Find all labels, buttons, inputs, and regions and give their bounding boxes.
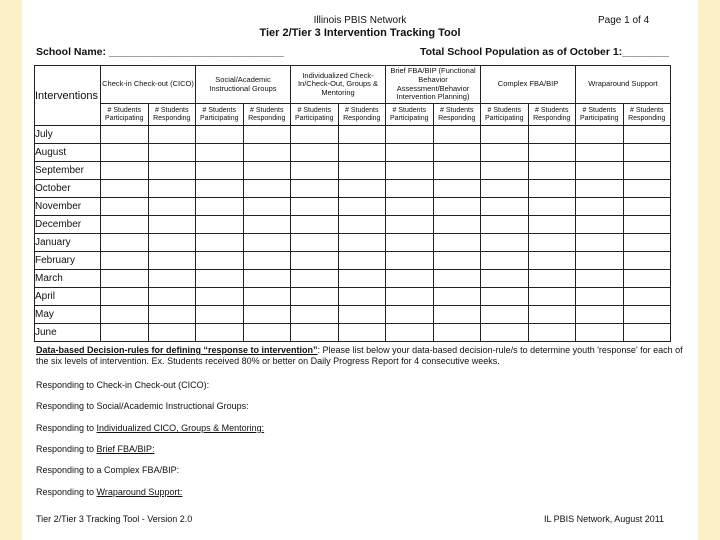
month-label: December — [35, 216, 101, 234]
table-cell[interactable] — [481, 252, 529, 270]
table-cell[interactable] — [243, 126, 291, 144]
table-cell[interactable] — [481, 234, 529, 252]
table-cell[interactable] — [481, 270, 529, 288]
table-cell[interactable] — [433, 306, 481, 324]
table-cell[interactable] — [386, 234, 434, 252]
table-cell[interactable] — [528, 162, 576, 180]
table-group-header-row — [35, 66, 671, 104]
table-cell[interactable] — [338, 324, 386, 342]
wraparound-link[interactable]: Wraparound Support: — [96, 487, 183, 497]
document-title: Tier 2/Tier 3 Intervention Tracking Tool — [259, 27, 461, 39]
table-cell[interactable] — [196, 270, 244, 288]
table-cell[interactable] — [196, 306, 244, 324]
table-row — [35, 306, 671, 324]
table-cell[interactable] — [291, 162, 339, 180]
table-cell[interactable] — [433, 198, 481, 216]
interventions-header: Interventions — [35, 66, 101, 126]
table-cell[interactable] — [338, 144, 386, 162]
table-cell[interactable] — [196, 126, 244, 144]
table-cell[interactable] — [291, 198, 339, 216]
table-cell[interactable] — [291, 234, 339, 252]
table-cell[interactable] — [291, 288, 339, 306]
table-cell[interactable] — [101, 180, 149, 198]
individualized-link[interactable]: Individualized CICO, Groups & Mentoring: — [96, 423, 265, 433]
responding-wraparound[interactable] — [36, 487, 182, 497]
table-row — [35, 270, 671, 288]
table-cell[interactable] — [148, 126, 196, 144]
table-cell[interactable] — [576, 306, 624, 324]
brief-fba-link[interactable]: Brief FBA/BIP: — [96, 444, 155, 454]
population-label: Total School Population as of October 1: — [420, 46, 623, 58]
table-cell[interactable] — [433, 324, 481, 342]
table-cell[interactable] — [243, 144, 291, 162]
table-row — [35, 126, 671, 144]
table-cell[interactable] — [528, 324, 576, 342]
table-cell[interactable] — [101, 162, 149, 180]
table-cell[interactable] — [148, 306, 196, 324]
group-header: Complex FBA/BIP — [481, 66, 576, 104]
table-cell[interactable] — [623, 270, 671, 288]
students-responding-header: # Students Responding — [623, 104, 671, 126]
table-cell[interactable] — [101, 288, 149, 306]
table-cell[interactable] — [481, 216, 529, 234]
table-cell[interactable] — [196, 180, 244, 198]
table-cell[interactable] — [338, 234, 386, 252]
table-cell[interactable] — [576, 270, 624, 288]
month-label: July — [35, 126, 101, 144]
table-cell[interactable] — [623, 198, 671, 216]
table-cell[interactable] — [291, 252, 339, 270]
table-cell[interactable] — [623, 216, 671, 234]
table-cell[interactable] — [148, 288, 196, 306]
table-cell[interactable] — [148, 234, 196, 252]
table-cell[interactable] — [433, 252, 481, 270]
table-cell[interactable] — [481, 288, 529, 306]
table-cell[interactable] — [623, 252, 671, 270]
table-cell[interactable] — [433, 180, 481, 198]
table-cell[interactable] — [623, 288, 671, 306]
table-cell[interactable] — [243, 324, 291, 342]
table-row — [35, 216, 671, 234]
table-cell[interactable] — [433, 216, 481, 234]
table-cell[interactable] — [243, 162, 291, 180]
table-cell[interactable] — [291, 180, 339, 198]
decision-rules-heading: Data-based Decision-rules for defining “response to intervention” — [36, 345, 318, 355]
group-header: Social/Academic Instructional Groups — [196, 66, 291, 104]
group-header: Individualized Check-In/Check-Out, Groups & Mentoring — [291, 66, 386, 104]
table-cell[interactable] — [386, 270, 434, 288]
table-cell[interactable] — [386, 198, 434, 216]
table-cell[interactable] — [433, 144, 481, 162]
table-cell[interactable] — [481, 126, 529, 144]
table-cell[interactable] — [576, 126, 624, 144]
students-responding-header: # Students Responding — [338, 104, 386, 126]
table-cell[interactable] — [576, 198, 624, 216]
table-cell[interactable] — [101, 198, 149, 216]
intervention-table — [34, 65, 671, 342]
table-cell[interactable] — [338, 270, 386, 288]
table-cell[interactable] — [481, 180, 529, 198]
group-header: Brief FBA/BIP (Functional Behavior Assessment/Behavior Intervention Planning) — [386, 66, 481, 104]
population-blank[interactable]: ________ — [622, 46, 669, 58]
school-name-label: School Name: — [36, 46, 107, 58]
table-cell[interactable] — [148, 324, 196, 342]
table-cell[interactable] — [623, 144, 671, 162]
page-number: Page 1 of 4 — [598, 15, 650, 26]
responding-cico[interactable]: Responding to Check-in Check-out (CICO): — [36, 380, 210, 390]
month-label: October — [35, 180, 101, 198]
students-participating-header: # Students Participating — [386, 104, 434, 126]
table-cell[interactable] — [291, 270, 339, 288]
table-cell[interactable] — [576, 216, 624, 234]
table-cell[interactable] — [528, 126, 576, 144]
table-cell[interactable] — [386, 126, 434, 144]
table-cell[interactable] — [243, 306, 291, 324]
table-cell[interactable] — [338, 198, 386, 216]
table-cell[interactable] — [623, 180, 671, 198]
table-cell[interactable] — [148, 270, 196, 288]
table-cell[interactable] — [576, 234, 624, 252]
students-participating-header: # Students Participating — [101, 104, 149, 126]
table-cell[interactable] — [101, 144, 149, 162]
table-cell[interactable] — [528, 180, 576, 198]
table-cell[interactable] — [338, 162, 386, 180]
group-header: Wraparound Support — [576, 66, 671, 104]
table-cell[interactable] — [101, 126, 149, 144]
table-cell[interactable] — [148, 252, 196, 270]
population-row — [420, 46, 669, 58]
table-cell[interactable] — [623, 324, 671, 342]
table-cell[interactable] — [433, 234, 481, 252]
table-cell[interactable] — [481, 324, 529, 342]
table-cell[interactable] — [576, 180, 624, 198]
table-cell[interactable] — [623, 162, 671, 180]
table-cell[interactable] — [243, 288, 291, 306]
table-cell[interactable] — [196, 144, 244, 162]
month-rows — [35, 126, 671, 342]
table-cell[interactable] — [528, 198, 576, 216]
table-subheader-row — [35, 104, 671, 126]
table-cell[interactable] — [528, 216, 576, 234]
table-cell[interactable] — [481, 306, 529, 324]
decision-rules — [36, 345, 690, 368]
table-cell[interactable] — [386, 306, 434, 324]
table-row — [35, 288, 671, 306]
table-cell[interactable] — [338, 252, 386, 270]
table-cell[interactable] — [291, 324, 339, 342]
table-cell[interactable] — [338, 126, 386, 144]
responding-social[interactable]: Responding to Social/Academic Instructional Groups: — [36, 401, 249, 411]
table-cell[interactable] — [101, 324, 149, 342]
document-page — [22, 0, 698, 540]
table-cell[interactable] — [338, 216, 386, 234]
footer-version: Tier 2/Tier 3 Tracking Tool - Version 2.0 — [36, 514, 193, 524]
table-row — [35, 180, 671, 198]
table-cell[interactable] — [576, 252, 624, 270]
table-cell[interactable] — [148, 180, 196, 198]
decision-rules-body: : Please list below your data-based decision-rule/s to determine youth 'response' for each of the six levels of intervention. Ex. Students received 80% or better on Daily Progress Report for 4 consecutive weeks. — [36, 345, 683, 367]
table-cell[interactable] — [291, 306, 339, 324]
table-cell[interactable] — [386, 162, 434, 180]
table-cell[interactable] — [196, 252, 244, 270]
table-cell[interactable] — [196, 216, 244, 234]
table-cell[interactable] — [528, 144, 576, 162]
table-cell[interactable] — [481, 162, 529, 180]
table-cell[interactable] — [148, 216, 196, 234]
month-label: August — [35, 144, 101, 162]
table-cell[interactable] — [623, 234, 671, 252]
responding-prefix: Responding to — [36, 444, 97, 454]
table-cell[interactable] — [576, 162, 624, 180]
students-responding-header: # Students Responding — [433, 104, 481, 126]
month-label: September — [35, 162, 101, 180]
table-cell[interactable] — [291, 216, 339, 234]
table-cell[interactable] — [291, 126, 339, 144]
table-cell[interactable] — [101, 306, 149, 324]
table-cell[interactable] — [148, 198, 196, 216]
group-header: Check-in Check-out (CICO) — [101, 66, 196, 104]
month-label: February — [35, 252, 101, 270]
table-row — [35, 144, 671, 162]
table-cell[interactable] — [528, 288, 576, 306]
table-cell[interactable] — [243, 234, 291, 252]
table-cell[interactable] — [386, 180, 434, 198]
month-label: June — [35, 324, 101, 342]
month-label: January — [35, 234, 101, 252]
table-cell[interactable] — [386, 216, 434, 234]
school-name-row — [36, 46, 284, 58]
table-cell[interactable] — [481, 144, 529, 162]
table-cell[interactable] — [196, 198, 244, 216]
table-cell[interactable] — [433, 288, 481, 306]
table-cell[interactable] — [576, 144, 624, 162]
table-cell[interactable] — [243, 216, 291, 234]
table-cell[interactable] — [386, 252, 434, 270]
table-cell[interactable] — [338, 180, 386, 198]
table-cell[interactable] — [576, 288, 624, 306]
responding-individualized[interactable] — [36, 423, 264, 433]
table-cell[interactable] — [623, 126, 671, 144]
table-cell[interactable] — [148, 144, 196, 162]
table-cell[interactable] — [528, 270, 576, 288]
table-row — [35, 162, 671, 180]
month-label: May — [35, 306, 101, 324]
responding-complex-fba[interactable]: Responding to a Complex FBA/BIP: — [36, 465, 180, 475]
students-participating-header: # Students Participating — [291, 104, 339, 126]
table-cell[interactable] — [148, 162, 196, 180]
table-cell[interactable] — [243, 270, 291, 288]
network-name: Illinois PBIS Network — [313, 15, 407, 26]
table-row — [35, 198, 671, 216]
month-label: April — [35, 288, 101, 306]
table-cell[interactable] — [576, 324, 624, 342]
table-cell[interactable] — [528, 252, 576, 270]
responding-prefix: Responding to — [36, 487, 97, 497]
table-cell[interactable] — [101, 216, 149, 234]
responding-brief-fba[interactable] — [36, 444, 155, 454]
table-cell[interactable] — [243, 252, 291, 270]
month-label: November — [35, 198, 101, 216]
table-cell[interactable] — [196, 162, 244, 180]
students-responding-header: # Students Responding — [148, 104, 196, 126]
table-cell[interactable] — [386, 144, 434, 162]
students-participating-header: # Students Participating — [481, 104, 529, 126]
table-row — [35, 324, 671, 342]
table-cell[interactable] — [101, 234, 149, 252]
students-responding-header: # Students Responding — [243, 104, 291, 126]
table-cell[interactable] — [243, 180, 291, 198]
school-name-blank[interactable]: ______________________________ — [108, 46, 285, 58]
table-cell[interactable] — [623, 306, 671, 324]
table-row — [35, 234, 671, 252]
table-cell[interactable] — [386, 324, 434, 342]
students-responding-header: # Students Responding — [528, 104, 576, 126]
table-cell[interactable] — [101, 270, 149, 288]
responding-prefix: Responding to — [36, 423, 97, 433]
table-row — [35, 252, 671, 270]
table-cell[interactable] — [243, 198, 291, 216]
table-cell[interactable] — [196, 288, 244, 306]
students-participating-header: # Students Participating — [576, 104, 624, 126]
table-cell[interactable] — [433, 126, 481, 144]
table-cell[interactable] — [528, 234, 576, 252]
table-cell[interactable] — [433, 162, 481, 180]
table-cell[interactable] — [291, 144, 339, 162]
footer-credit: IL PBIS Network, August 2011 — [544, 514, 665, 524]
table-cell[interactable] — [101, 252, 149, 270]
table-cell[interactable] — [338, 288, 386, 306]
table-cell[interactable] — [196, 234, 244, 252]
table-cell[interactable] — [528, 306, 576, 324]
students-participating-header: # Students Participating — [196, 104, 244, 126]
table-cell[interactable] — [433, 270, 481, 288]
table-cell[interactable] — [196, 324, 244, 342]
table-cell[interactable] — [338, 306, 386, 324]
table-cell[interactable] — [481, 198, 529, 216]
table-cell[interactable] — [386, 288, 434, 306]
month-label: March — [35, 270, 101, 288]
